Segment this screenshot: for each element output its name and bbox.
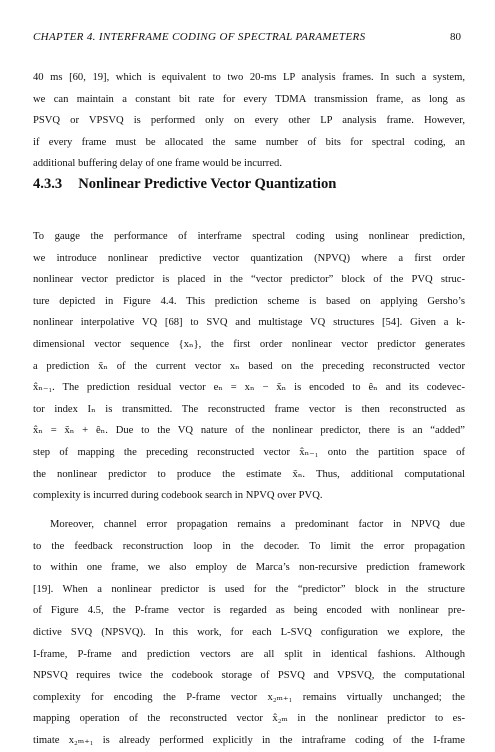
text-line: mapping operation of the reconstructed vector x̂₂ₘ in the nonlinear predictor to es- — [33, 713, 465, 725]
text-line: PSVQ or VPSVQ is performed only on every other LP analysis frame. However, — [33, 115, 465, 127]
text-line: dictive SVQ (NPSVQ). In this work, for each L-SVQ configuration we explore, the — [33, 626, 465, 638]
text-line: a prediction x̃ₙ of the current vector xₙ based on the preceding reconstructed vector — [33, 360, 465, 372]
text-line: to within one frame, we also employ de Marca’s non-recursive prediction framework — [33, 562, 465, 574]
text-line: NPSVQ requires twice the codebook storage of PSVQ and VPSVQ, the computational — [33, 670, 465, 682]
text-line: step of mapping the preceding reconstructed vector x̂ₙ₋₁ onto the partition space of — [33, 446, 465, 458]
text-line: complexity is incurred during codebook search in NPVQ over PVQ. — [33, 490, 323, 502]
text-line: we can maintain a constant bit rate for every TDMA transmission frame, as long as — [33, 93, 465, 105]
text-line: nonlinear vector predictor is placed in the “vector predictor” block of the PVQ struc- — [33, 274, 465, 286]
text-line: tor index Iₙ is transmitted. The reconstructed frame vector is then reconstructed as — [33, 403, 465, 415]
text-line: ture depicted in Figure 4.4. This prediction scheme is based on applying Gersho’s — [33, 295, 465, 307]
text-line: Moreover, channel error propagation remains a predominant factor in NPVQ due — [50, 519, 465, 530]
paragraph-1 — [33, 67, 465, 175]
page-number: 80 — [450, 31, 461, 43]
text-line: 40 ms [60, 19], which is equivalent to two 20-ms LP analysis frames. In such a system, — [33, 72, 465, 83]
section-title: Nonlinear Predictive Vector Quantization — [78, 176, 337, 192]
text-line: the nonlinear predictor to produce the estimate x̃ₙ. Thus, additional computational — [33, 468, 465, 480]
text-line: we introduce nonlinear predictive vector quantization (NPVQ) where a first order — [33, 252, 465, 264]
text-line: of Figure 4.5, the P-frame vector is regarded as being encoded with nonlinear pre- — [33, 605, 465, 617]
text-line: to the feedback reconstruction loop in the decoder. To limit the error propagation — [33, 540, 465, 552]
paragraph-3 — [33, 514, 465, 752]
text-line: timate x₂ₘ₊₁ is already performed explicitly in the intraframe coding of the I-frame — [33, 734, 465, 746]
text-line: nonlinear interpolative VQ [68] to SVQ and multistage VQ structures [54]. Given a k- — [33, 317, 465, 329]
text-line: [19]. When a nonlinear predictor is used for the “predictor” block in the structure — [33, 583, 465, 595]
text-line: x̂ₙ₋₁. The prediction residual vector eₙ = xₙ − x̃ₙ is encoded to êₙ and its codevec- — [33, 382, 465, 394]
text-line: To gauge the performance of interframe spectral coding using nonlinear prediction, — [33, 231, 465, 242]
text-line: if every frame must be allocated the same number of bits for spectral coding, an — [33, 136, 465, 148]
chapter-title: CHAPTER 4. INTERFRAME CODING OF SPECTRAL PARAMETERS — [33, 31, 366, 43]
text-line: I-frame, P-frame and prediction vectors are all split in identical fashions. Although — [33, 648, 465, 660]
text-line: x̂ₙ = x̃ₙ + êₙ. Due to the VQ nature of the nonlinear predictor, there is an “added” — [33, 425, 465, 437]
text-line: dimensional vector sequence {xₙ}, the first order nonlinear vector predictor generates — [33, 338, 465, 350]
page-header — [33, 31, 461, 45]
text-line: complexity for encoding the P-frame vector x₂ₘ₊₁ remains virtually unchanged; the — [33, 691, 465, 703]
section-number: 4.3.3 — [33, 176, 63, 192]
paragraph-2 — [33, 226, 465, 507]
text-line: additional buffering delay of one frame would be incurred. — [33, 158, 282, 170]
section-heading — [33, 176, 336, 193]
